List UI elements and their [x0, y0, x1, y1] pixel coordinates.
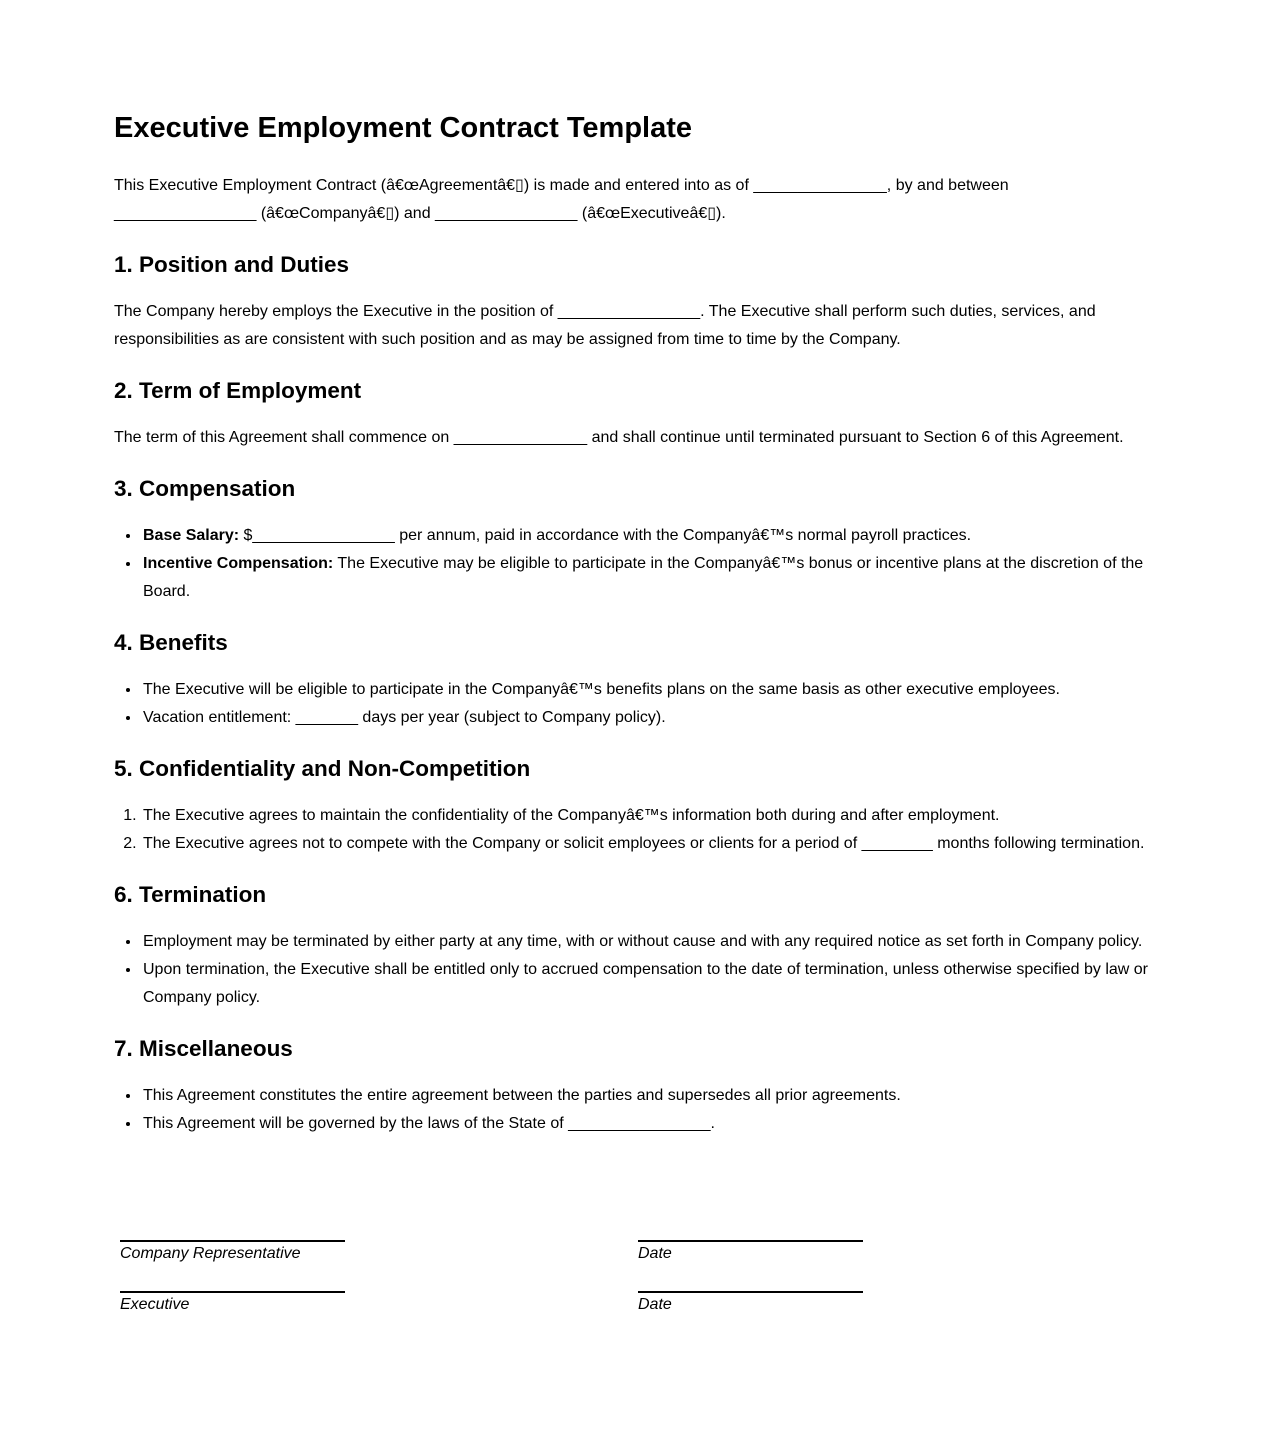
- list-item: • Employment may be terminated by either party at any time, with or without cause and with any required notice as set forth in Company policy.: [141, 928, 1150, 956]
- list-item: 2. The Executive agrees not to compete with the Company or solicit employees or clients for a period of ________ months following termination.: [141, 830, 1150, 858]
- list-item: • This Agreement constitutes the entire agreement between the parties and supersedes all prior agreements.: [141, 1082, 1150, 1110]
- heading-miscellaneous: 7. Miscellaneous: [114, 1036, 293, 1061]
- heading-benefits: 4. Benefits: [114, 630, 228, 655]
- signature-cell-company-representative: [114, 1240, 632, 1264]
- signature-label-executive: Executive: [120, 1296, 190, 1313]
- list-item: 1. The Executive agrees to maintain the confidentiality of the Companyâ€™s information both during and after employment.: [141, 802, 1150, 830]
- signature-cell-date: [632, 1291, 1150, 1315]
- intro-paragraph: This Executive Employment Contract (â€œAgreementâ€▯) is made and entered into as of _______________, by and between ________________ (â€œCompanyâ€▯) and ________________ (â€œExecutiveâ€▯).: [114, 177, 1009, 222]
- list-item-text: $________________ per annum, paid in accordance with the Companyâ€™s normal payroll practices.: [239, 527, 972, 544]
- heading-termination: 6. Termination: [114, 882, 267, 907]
- signature-label-date: Date: [638, 1296, 672, 1313]
- list-item: [141, 522, 1150, 550]
- signature-cell-executive: [114, 1291, 632, 1315]
- list-item-lead: Incentive Compensation:: [143, 555, 334, 572]
- list-item-lead: Base Salary:: [143, 527, 240, 544]
- list-item: • The Executive will be eligible to participate in the Companyâ€™s benefits plans on the same basis as other executive employees.: [141, 676, 1150, 704]
- list-item: • Vacation entitlement: _______ days per year (subject to Company policy).: [141, 704, 1150, 732]
- signature-cell-date: [632, 1240, 1150, 1264]
- list-item: [141, 550, 1150, 606]
- list-item: • Upon termination, the Executive shall be entitled only to accrued compensation to the date of termination, unless otherwise specified by law or Company policy.: [141, 956, 1150, 1012]
- signature-row: [114, 1240, 1150, 1264]
- benefits-list: [114, 676, 1150, 732]
- termination-list: [114, 928, 1150, 1012]
- list-item: • This Agreement will be governed by the laws of the State of ________________.: [141, 1110, 1150, 1138]
- miscellaneous-list: [114, 1082, 1150, 1138]
- heading-position-and-duties: 1. Position and Duties: [114, 252, 350, 277]
- document-title: Executive Employment Contract Template: [114, 112, 693, 144]
- signature-block: [114, 1240, 1150, 1315]
- compensation-list: [114, 522, 1150, 606]
- confidentiality-list: [114, 802, 1150, 858]
- heading-compensation: 3. Compensation: [114, 476, 296, 501]
- position-and-duties-paragraph: The Company hereby employs the Executive in the position of ________________. The Executive shall perform such duties, services, and responsibilities as are consistent with such position and as may be assigned from time to time by the Company.: [114, 303, 1096, 348]
- heading-confidentiality: 5. Confidentiality and Non-Competition: [114, 756, 531, 781]
- signature-label-date: Date: [638, 1245, 672, 1262]
- term-of-employment-paragraph: The term of this Agreement shall commence on _______________ and shall continue until terminated pursuant to Section 6 of this Agreement.: [114, 429, 1124, 446]
- signature-label-company-representative: Company Representative: [120, 1245, 301, 1262]
- heading-term-of-employment: 2. Term of Employment: [114, 378, 362, 403]
- list-item-text: The Executive may be eligible to participate in the Companyâ€™s bonus or incentive plans at the discretion of the Board.: [143, 555, 1144, 600]
- signature-row: [114, 1291, 1150, 1315]
